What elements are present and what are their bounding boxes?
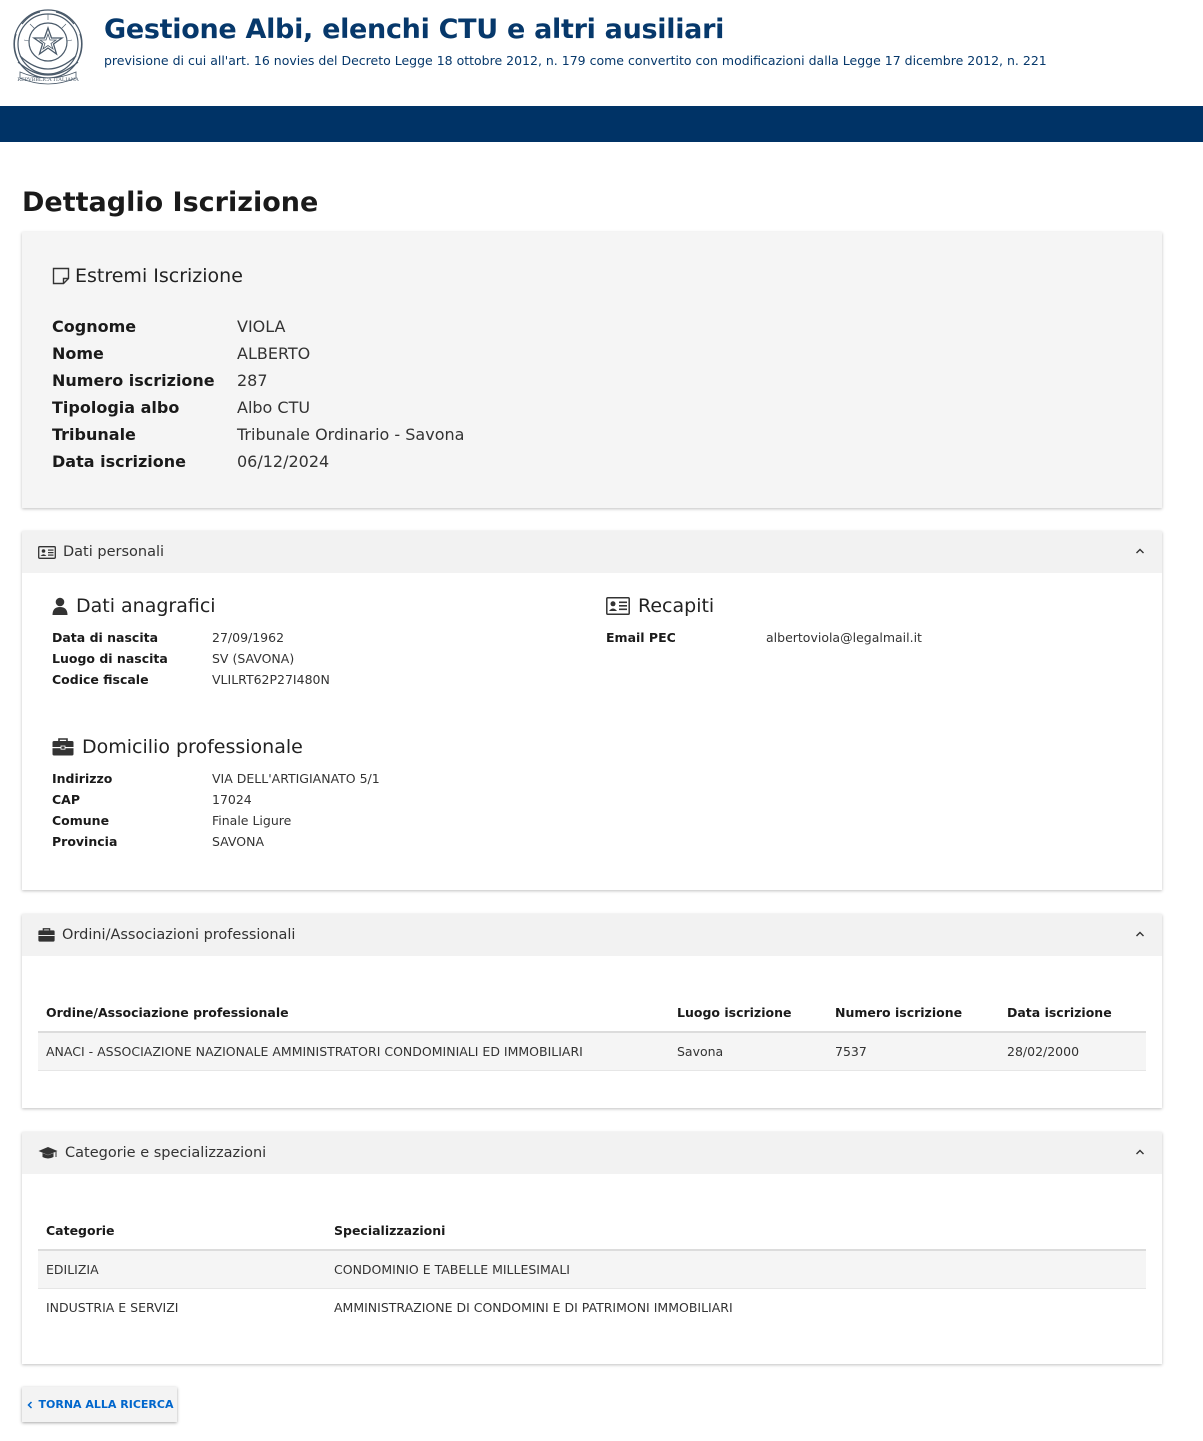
table-cell: AMMINISTRAZIONE DI CONDOMINI E DI PATRIMONI IMMOBILIARI bbox=[334, 1299, 733, 1315]
recapiti-title-text: Recapiti bbox=[638, 595, 715, 617]
field-value: VIOLA bbox=[237, 317, 286, 336]
user-icon bbox=[52, 597, 68, 615]
field-label: Cognome bbox=[52, 317, 137, 336]
column-header: Data iscrizione bbox=[999, 994, 1146, 1032]
dati-personali-header-label: Dati personali bbox=[63, 544, 165, 560]
field-value: Albo CTU bbox=[237, 398, 311, 417]
site-subtitle: previsione di cui all'art. 16 novies del Decreto Legge 18 ottobre 2012, n. 179 come convertito con modificazioni dalla Legge 17 dicembre 2012, n. 221 bbox=[104, 53, 1047, 68]
column-header: Categorie bbox=[38, 1212, 326, 1250]
briefcase-icon bbox=[38, 928, 55, 942]
table-cell: CONDOMINIO E TABELLE MILLESIMALI bbox=[326, 1250, 1146, 1288]
table-row bbox=[38, 1032, 1146, 1070]
estremi-iscrizione-title bbox=[52, 265, 243, 287]
ordini-accordion-header[interactable] bbox=[22, 914, 1162, 956]
navigation-band bbox=[0, 106, 1203, 142]
field-label: CAP bbox=[52, 792, 81, 807]
dati-personali-accordion-header[interactable] bbox=[22, 531, 1162, 573]
ordini-associazioni-panel bbox=[22, 914, 1162, 1108]
field-value: 27/09/1962 bbox=[212, 630, 285, 645]
field-value: Finale Ligure bbox=[212, 813, 292, 828]
dati-personali-panel bbox=[22, 531, 1162, 890]
note-icon bbox=[52, 267, 70, 285]
chevron-up-icon[interactable] bbox=[1134, 545, 1146, 557]
ordini-header-label: Ordini/Associazioni professionali bbox=[62, 927, 296, 943]
dati-anagrafici-title bbox=[52, 595, 216, 617]
table-cell: Savona bbox=[669, 1032, 827, 1070]
domicilio-professionale-title bbox=[52, 736, 303, 758]
graduation-cap-icon bbox=[38, 1146, 58, 1160]
field-value: 06/12/2024 bbox=[237, 452, 330, 471]
field-label: Comune bbox=[52, 813, 110, 828]
domicilio-title-text: Domicilio professionale bbox=[82, 736, 303, 758]
field-value: SV (SAVONA) bbox=[212, 651, 295, 666]
dati-anagrafici-title-text: Dati anagrafici bbox=[76, 595, 216, 617]
estremi-title-text: Estremi Iscrizione bbox=[75, 265, 243, 287]
categorie-specializzazioni-panel bbox=[22, 1132, 1162, 1364]
briefcase-icon bbox=[52, 738, 74, 756]
contact-card-icon bbox=[606, 597, 630, 615]
table-cell: EDILIZIA bbox=[38, 1250, 326, 1288]
column-header: Luogo iscrizione bbox=[669, 994, 827, 1032]
field-value: albertoviola@legalmail.it bbox=[766, 630, 922, 645]
field-label: Tribunale bbox=[52, 425, 136, 444]
table-cell: INDUSTRIA E SERVIZI bbox=[46, 1299, 179, 1315]
chevron-up-icon[interactable] bbox=[1134, 928, 1146, 940]
table-row bbox=[38, 1288, 1146, 1326]
field-label: Tipologia albo bbox=[52, 398, 180, 417]
field-label: Email PEC bbox=[606, 630, 676, 645]
table-cell: ANACI - ASSOCIAZIONE NAZIONALE AMMINISTRATORI CONDOMINIALI ED IMMOBILIARI bbox=[38, 1032, 669, 1070]
field-label: Nome bbox=[52, 344, 104, 363]
categorie-header-label: Categorie e specializzazioni bbox=[65, 1145, 267, 1161]
site-header bbox=[0, 0, 1203, 106]
column-header: Ordine/Associazione professionale bbox=[38, 994, 669, 1032]
table-header-row bbox=[38, 994, 1146, 1032]
estremi-iscrizione-card bbox=[22, 232, 1162, 508]
field-value: Tribunale Ordinario - Savona bbox=[237, 425, 465, 444]
column-header: Specializzazioni bbox=[326, 1212, 1146, 1250]
field-value: ALBERTO bbox=[237, 344, 311, 363]
field-value: 287 bbox=[237, 371, 268, 390]
field-label: Codice fiscale bbox=[52, 672, 149, 687]
page-title: Dettaglio Iscrizione bbox=[22, 187, 319, 218]
field-value: VIA DELL'ARTIGIANATO 5/1 bbox=[212, 771, 380, 786]
recapiti-title bbox=[606, 595, 714, 617]
field-label: Data iscrizione bbox=[52, 452, 186, 471]
id-card-icon bbox=[38, 546, 56, 559]
field-value: VLILRT62P27I480N bbox=[212, 672, 330, 687]
field-label: Indirizzo bbox=[52, 771, 113, 786]
table-cell: 28/02/2000 bbox=[999, 1032, 1146, 1070]
table-header-row bbox=[38, 1212, 1146, 1250]
chevron-left-icon bbox=[26, 1400, 34, 1410]
column-header: Numero iscrizione bbox=[827, 994, 999, 1032]
ordini-table bbox=[38, 994, 1146, 1071]
emblem-ribbon-text: REPVBBLICA ITALIANA bbox=[17, 77, 79, 83]
back-button-label: TORNA ALLA RICERCA bbox=[38, 1398, 174, 1411]
categorie-accordion-header[interactable] bbox=[22, 1132, 1162, 1174]
torna-alla-ricerca-button[interactable] bbox=[22, 1387, 177, 1422]
field-label: Provincia bbox=[52, 834, 118, 849]
table-row bbox=[38, 1250, 1146, 1288]
field-label: Luogo di nascita bbox=[52, 651, 168, 666]
italian-republic-emblem-icon bbox=[10, 4, 86, 90]
field-label: Numero iscrizione bbox=[52, 371, 215, 390]
field-value: 17024 bbox=[212, 792, 252, 807]
site-title: Gestione Albi, elenchi CTU e altri ausiliari bbox=[104, 14, 725, 45]
field-value: SAVONA bbox=[212, 834, 264, 849]
field-label: Data di nascita bbox=[52, 630, 159, 645]
table-cell: 7537 bbox=[827, 1032, 999, 1070]
chevron-up-icon[interactable] bbox=[1134, 1146, 1146, 1158]
categorie-table bbox=[38, 1212, 1146, 1326]
